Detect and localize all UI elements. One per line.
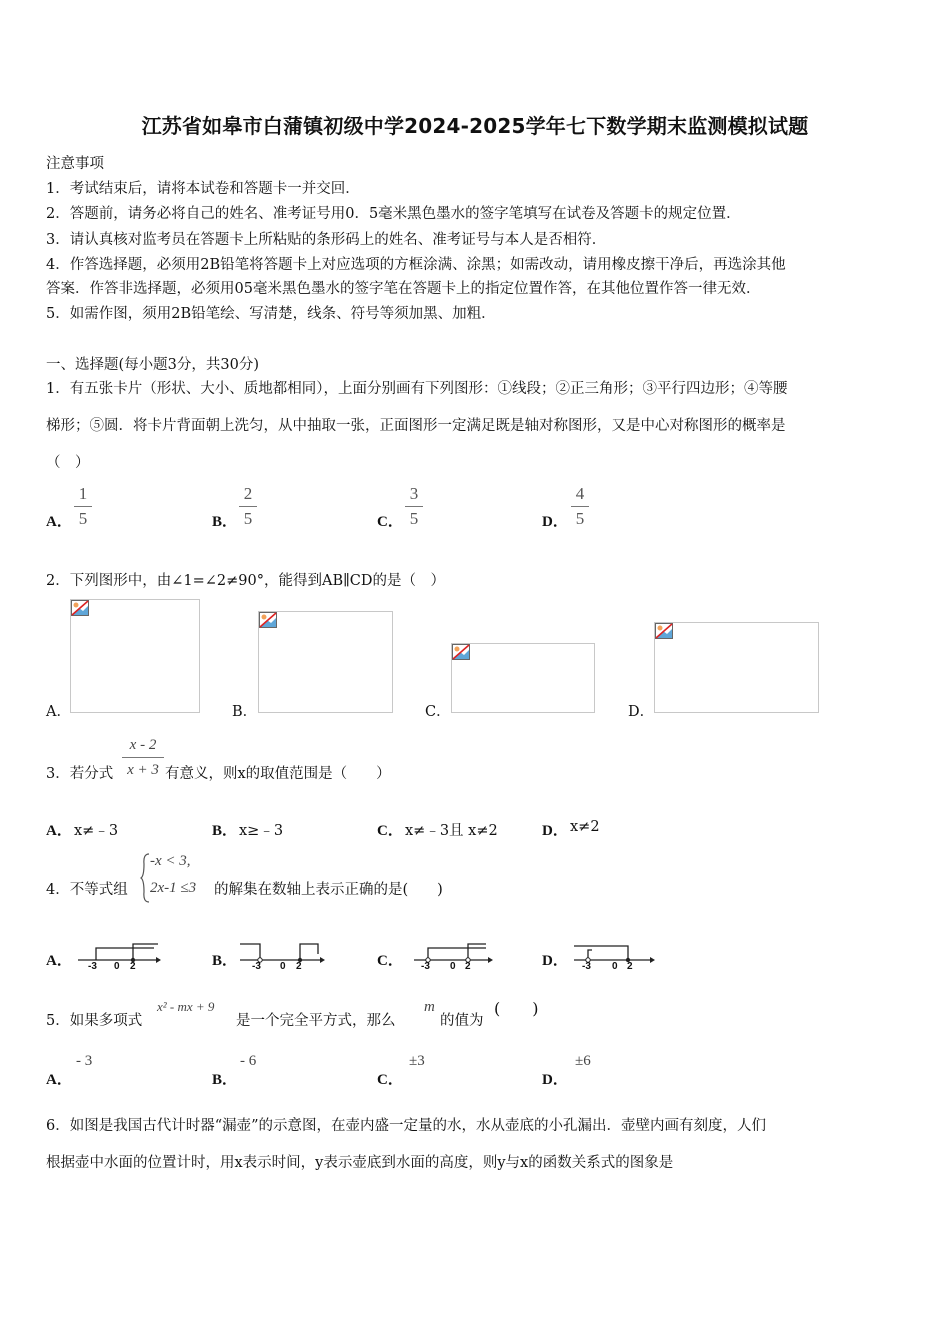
q5-option-c-label: C．: [377, 1072, 403, 1088]
fraction-numerator: 1: [78, 484, 88, 503]
q4-option-a-label: A．: [46, 953, 72, 969]
q4-inequality-2: 2x-1 ≤3: [150, 880, 197, 896]
q5-option-b-text: - 6: [240, 1053, 257, 1069]
tick-label: -3: [88, 961, 97, 972]
q1-option-d-fraction: [571, 484, 589, 529]
q3-prefix: 3．若分式: [46, 766, 114, 782]
fraction-denominator: 5: [409, 509, 419, 528]
q5-prefix: 5．如果多项式: [46, 1013, 143, 1029]
q5-option-d-label: D．: [542, 1072, 568, 1088]
q1-option-b-fraction: [239, 484, 257, 529]
q1-stem-line: 梯形；⑤圆．将卡片背面朝上洗匀，从中抽取一张，正面图形一定满足既是轴对称图形，又是中心对称图形的概率是: [46, 418, 786, 434]
q2-option-b-figure: [258, 611, 393, 713]
fraction-numerator: x - 2: [129, 737, 157, 753]
q4-prefix: 4．不等式组: [46, 882, 128, 898]
notice-item: 4．作答选择题，必须用2B铅笔将答题卡上对应选项的方框涂满、涂黑；如需改动，请用橡皮擦干净后，再选涂其他: [46, 257, 786, 273]
q1-option-a-fraction: [74, 484, 92, 529]
notice-item: 5．如需作图，须用2B铅笔绘、写清楚，线条、符号等须加黑、加粗．: [46, 306, 496, 322]
q5-middle: 是一个完全平方式，那么: [236, 1013, 396, 1029]
q5-answer-paren: ( ): [494, 999, 539, 1018]
section-heading: 一、选择题(每小题3分，共30分): [46, 357, 259, 373]
notice-heading: 注意事项: [46, 156, 104, 172]
q4-suffix: 的解集在数轴上表示正确的是( ): [214, 882, 443, 898]
fraction-numerator: 3: [409, 484, 419, 503]
q3-option-b-text: x≥﹣3: [239, 823, 284, 839]
q2-option-d-figure: [654, 622, 819, 713]
tick-label: 2: [296, 961, 302, 972]
fraction-denominator: 5: [78, 509, 88, 528]
broken-image-icon: [71, 600, 89, 616]
tick-label: 0: [450, 961, 456, 972]
q6-stem-line: 6．如图是我国古代计时器“漏壶”的示意图，在壶内盛一定量的水，水从壶底的小孔漏出．壶壁内画有刻度，人们: [46, 1118, 767, 1134]
q3-option-a-text: x≠﹣3: [74, 823, 119, 839]
q5-variable: m: [424, 999, 435, 1015]
tick-label: 2: [627, 961, 633, 972]
q1-option-b-label: B．: [212, 514, 238, 530]
notice-item: 1．考试结束后，请将本试卷和答题卡一并交回．: [46, 181, 360, 197]
fraction-denominator: 5: [243, 509, 253, 528]
fraction-denominator: 5: [575, 509, 585, 528]
page-title: 江苏省如皋市白蒲镇初级中学2024-2025学年七下数学期末监测模拟试题: [141, 114, 809, 138]
q5-suffix: 的值为: [440, 1013, 484, 1029]
tick-label: 0: [280, 961, 286, 972]
q2-option-b-label: B．: [232, 704, 258, 720]
fraction-numerator: 2: [243, 484, 253, 503]
q3-suffix: 有意义，则x的取值范围是（ ）: [165, 766, 391, 782]
tick-label: 0: [114, 961, 120, 972]
q4-inequality-1: -x < 3,: [150, 853, 191, 869]
q5-option-b-label: B．: [212, 1072, 238, 1088]
tick-label: 2: [130, 961, 136, 972]
q5-option-d-text: ±6: [575, 1053, 591, 1069]
tick-label: -3: [582, 961, 591, 972]
notice-item: 2．答题前，请务必将自己的姓名、准考证号用0．5毫米黑色墨水的签字笔填写在试卷及答题卡的规定位置．: [46, 206, 741, 222]
q5-option-c-text: ±3: [409, 1053, 425, 1069]
fraction-denominator: x + 3: [127, 762, 159, 778]
q3-option-d-text: x≠2: [570, 819, 600, 835]
tick-label: -3: [252, 961, 261, 972]
q5-polynomial: x² - mx + 9: [157, 999, 215, 1014]
q3-fraction: [122, 735, 164, 780]
notice-item: 答案．作答非选择题，必须用05毫米黑色墨水的签字笔在答题卡上的指定位置作答，在其他位置作答一律无效．: [46, 281, 761, 297]
q6-stem-line: 根据壶中水面的位置计时，用x表示时间，y表示壶底到水面的高度，则y与x的函数关系式的图象是: [46, 1155, 674, 1171]
q2-option-c-label: C．: [425, 704, 451, 720]
q2-option-d-label: D．: [628, 704, 655, 720]
q2-option-a-label: A．: [46, 704, 71, 720]
q3-option-b-label: B．: [212, 823, 238, 839]
q3-option-d-label: D．: [542, 823, 568, 839]
q2-option-c-figure: [451, 643, 595, 713]
q1-stem-line: （ ）: [46, 455, 90, 471]
notice-item: 3．请认真核对监考员在答题卡上所粘贴的条形码上的姓名、准考证号与本人是否相符．: [46, 232, 607, 248]
q2-option-a-figure: [70, 599, 200, 713]
tick-label: 2: [465, 961, 471, 972]
q2-stem: 2．下列图形中，由∠1=∠2≠90°，能得到AB∥CD的是（ ）: [46, 573, 446, 589]
tick-label: 0: [612, 961, 618, 972]
q3-option-a-label: A．: [46, 823, 72, 839]
brace-icon: [140, 852, 150, 904]
q1-option-c-label: C．: [377, 514, 403, 530]
q5-option-a-label: A．: [46, 1072, 72, 1088]
fraction-numerator: 4: [575, 484, 585, 503]
q5-option-a-text: - 3: [76, 1053, 93, 1069]
q1-option-c-fraction: [405, 484, 423, 529]
tick-label: -3: [421, 961, 430, 972]
q3-option-c-text: x≠﹣3且 x≠2: [405, 823, 498, 839]
q1-option-d-label: D．: [542, 514, 568, 530]
broken-image-icon: [655, 623, 673, 639]
q4-option-d-label: D．: [542, 953, 568, 969]
q4-option-b-label: B．: [212, 953, 238, 969]
q1-option-a-label: A．: [46, 514, 72, 530]
q4-option-c-label: C．: [377, 953, 403, 969]
broken-image-icon: [259, 612, 277, 628]
q1-stem-line: 1．有五张卡片（形状、大小、质地都相同），上面分别画有下列图形：①线段；②正三角形；③平行四边形；④等腰: [46, 381, 788, 397]
broken-image-icon: [452, 644, 470, 660]
q3-option-c-label: C．: [377, 823, 403, 839]
